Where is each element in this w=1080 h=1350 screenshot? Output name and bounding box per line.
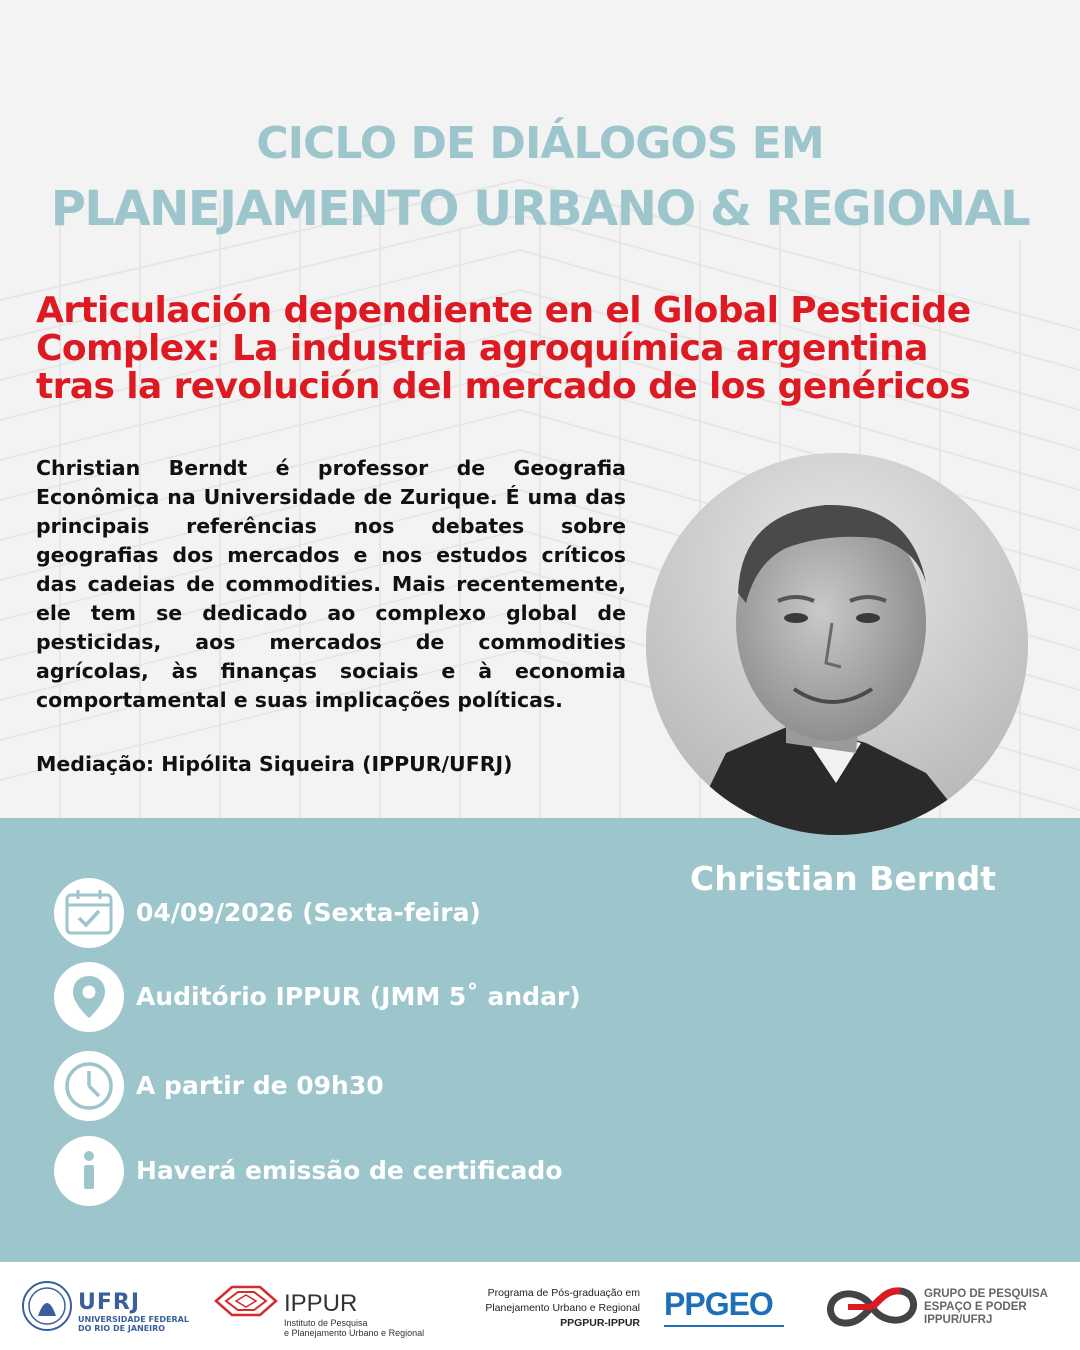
ufrj-line-2: DO RIO DE JANEIRO [78,1324,166,1333]
ufrj-logo-text [78,1290,189,1333]
ippur-line-1: Instituto de Pesquisa [284,1318,368,1328]
ppgeo-logo [664,1286,784,1327]
event-date-text: 04/09/2026 (Sexta-feira) [136,898,481,927]
ppgpur-line-3: PPGPUR-IPPUR [560,1317,640,1329]
ppgpur-line-2: Planejamento Urbano e Regional [485,1302,640,1314]
mediation-credit: Mediação: Hipólita Siqueira (IPPUR/UFRJ) [36,752,513,776]
event-location-text: Auditório IPPUR (JMM 5˚ andar) [136,982,581,1011]
event-time [54,1051,754,1121]
ippur-line-2: e Planejamento Urbano e Regional [284,1328,425,1338]
series-title-line-1: CICLO DE DIÁLOGOS EM [256,118,824,169]
ufrj-name: UFRJ [78,1290,141,1315]
gep-line-1: GRUPO DE PESQUISA [924,1288,1048,1300]
event-certificate-text: Haverá emissão de certificado [136,1156,563,1185]
ufrj-line-1: UNIVERSIDADE FEDERAL [78,1315,189,1324]
ufrj-logo-icon [20,1276,74,1340]
event-certificate [54,1136,754,1206]
ippur-name: IPPUR [284,1290,358,1317]
ippur-logo-text [284,1290,424,1338]
gep-line-2: ESPAÇO E PODER [924,1301,1027,1313]
partner-logos-footer [0,1262,1080,1350]
speaker-bio: Christian Berndt é professor de Geografia Econômica na Universidade de Zurique. É uma das principais referências nos debates sobre geografias dos mercados e nos estudos críticos das cadeias de commodities. Mais recentemente, ele tem se dedicado ao complexo global de pesticidas, aos mercados de commodities agrícolas, às finanças sociais e à economia comportamental e suas implicações políticas. [36,456,626,712]
talk-title [36,292,1056,406]
ppgpur-logo-text [444,1286,640,1331]
speaker-name: Christian Berndt [690,859,996,898]
event-location [54,962,754,1032]
event-time-text: A partir de 09h30 [136,1071,384,1100]
ppgeo-name: PPGEO [664,1286,773,1322]
talk-title-line-1: Articulación dependiente en el Global Pesticide [36,290,971,331]
gep-infinity-logo-icon [824,1286,920,1332]
series-title-line-2: PLANEJAMENTO URBANO & REGIONAL [50,181,1030,237]
talk-title-line-3: tras la revolución del mercado de los genéricos [36,366,971,407]
speaker-photo [646,453,1028,835]
ippur-logo-icon [212,1284,280,1322]
ppgpur-line-1: Programa de Pós-graduação em [487,1287,640,1299]
event-date [54,878,754,948]
gep-logo-text [924,1288,1074,1327]
info-icon [54,1136,124,1206]
ppgeo-underline [664,1325,784,1327]
event-series-title [0,112,1080,242]
gep-line-3: IPPUR/UFRJ [924,1314,993,1326]
map-pin-icon [54,962,124,1032]
calendar-check-icon [54,878,124,948]
clock-icon [54,1051,124,1121]
talk-title-line-2: Complex: La industria agroquímica argentina [36,328,928,369]
